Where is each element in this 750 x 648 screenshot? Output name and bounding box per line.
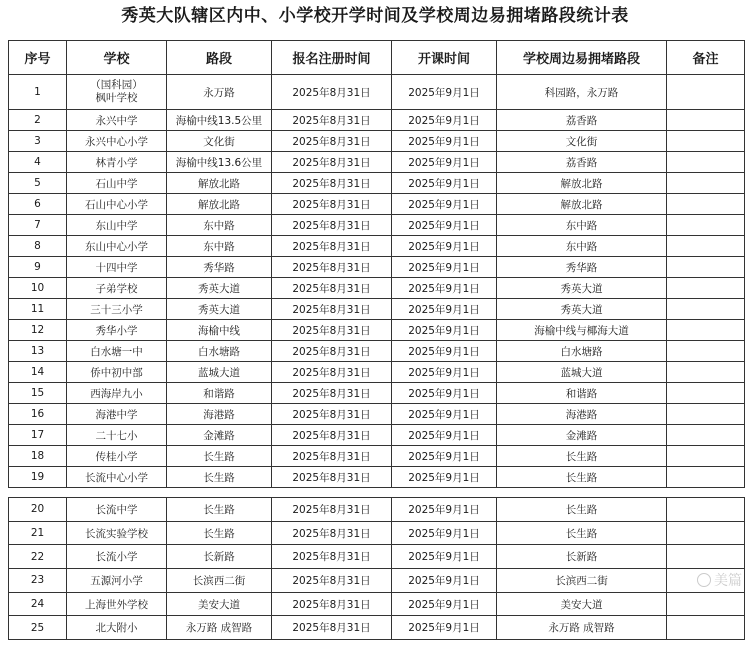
- table-row: [9, 521, 745, 545]
- row-register-date: 2025年8月31日: [272, 299, 392, 320]
- row-note: [667, 425, 745, 446]
- row-congestion: 美安大道: [497, 592, 667, 616]
- row-road: 东中路: [167, 236, 272, 257]
- row-congestion: 荔香路: [497, 110, 667, 131]
- row-road: 东中路: [167, 215, 272, 236]
- row-register-date: 2025年8月31日: [272, 521, 392, 545]
- table-row: [9, 75, 745, 110]
- row-note: [667, 75, 745, 110]
- row-start-date: 2025年9月1日: [392, 362, 497, 383]
- row-start-date: 2025年9月1日: [392, 446, 497, 467]
- row-school: 石山中学: [67, 173, 167, 194]
- row-start-date: 2025年9月1日: [392, 383, 497, 404]
- row-index: 25: [9, 616, 67, 640]
- row-note: [667, 299, 745, 320]
- row-school: 长流实验学校: [67, 521, 167, 545]
- row-school: 上海世外学校: [67, 592, 167, 616]
- row-congestion: 白水塘路: [497, 341, 667, 362]
- row-congestion: 长新路: [497, 545, 667, 569]
- header-start-date: 开课时间: [392, 41, 497, 75]
- row-index: 20: [9, 498, 67, 522]
- row-congestion: 海榆中线与椰海大道: [497, 320, 667, 341]
- row-congestion: 和谐路: [497, 383, 667, 404]
- row-index: 10: [9, 278, 67, 299]
- table-row: [9, 467, 745, 488]
- row-note: [667, 278, 745, 299]
- table-row: [9, 425, 745, 446]
- row-start-date: 2025年9月1日: [392, 215, 497, 236]
- row-congestion: 解放北路: [497, 173, 667, 194]
- row-note: [667, 152, 745, 173]
- table-row: [9, 110, 745, 131]
- row-road: 和谐路: [167, 383, 272, 404]
- table-row: [9, 446, 745, 467]
- row-index: 23: [9, 569, 67, 593]
- row-congestion: 长生路: [497, 521, 667, 545]
- row-road: 白水塘路: [167, 341, 272, 362]
- row-register-date: 2025年8月31日: [272, 362, 392, 383]
- row-start-date: 2025年9月1日: [392, 404, 497, 425]
- row-note: [667, 320, 745, 341]
- row-index: 15: [9, 383, 67, 404]
- row-road: 蓝城大道: [167, 362, 272, 383]
- row-road: 长生路: [167, 521, 272, 545]
- row-register-date: 2025年8月31日: [272, 467, 392, 488]
- row-school: 林青小学: [67, 152, 167, 173]
- table-row: [9, 545, 745, 569]
- row-congestion: 长生路: [497, 498, 667, 522]
- row-start-date: 2025年9月1日: [392, 173, 497, 194]
- row-school: 五源河小学: [67, 569, 167, 593]
- row-school-line1: （国科园）: [90, 79, 143, 91]
- row-start-date: 2025年9月1日: [392, 257, 497, 278]
- row-register-date: 2025年8月31日: [272, 545, 392, 569]
- table-row: [9, 257, 745, 278]
- row-note: [667, 467, 745, 488]
- row-school: 子弟学校: [67, 278, 167, 299]
- row-start-date: 2025年9月1日: [392, 521, 497, 545]
- row-road: 解放北路: [167, 173, 272, 194]
- table-row: [9, 320, 745, 341]
- row-road: 美安大道: [167, 592, 272, 616]
- row-road: 长生路: [167, 467, 272, 488]
- row-road: 海榆中线: [167, 320, 272, 341]
- row-register-date: 2025年8月31日: [272, 383, 392, 404]
- header-road: 路段: [167, 41, 272, 75]
- table-row: [9, 173, 745, 194]
- header-school: 学校: [67, 41, 167, 75]
- row-index: 16: [9, 404, 67, 425]
- row-congestion: 文化街: [497, 131, 667, 152]
- row-register-date: 2025年8月31日: [272, 592, 392, 616]
- table-row: [9, 569, 745, 593]
- row-register-date: 2025年8月31日: [272, 152, 392, 173]
- table-row: [9, 498, 745, 522]
- row-note: [667, 521, 745, 545]
- header-congestion: 学校周边易拥堵路段: [497, 41, 667, 75]
- row-start-date: 2025年9月1日: [392, 299, 497, 320]
- row-congestion: 海港路: [497, 404, 667, 425]
- table-row: [9, 592, 745, 616]
- row-start-date: 2025年9月1日: [392, 341, 497, 362]
- row-start-date: 2025年9月1日: [392, 75, 497, 110]
- row-index: 5: [9, 173, 67, 194]
- row-index: 4: [9, 152, 67, 173]
- table-row: [9, 194, 745, 215]
- row-note: [667, 545, 745, 569]
- row-start-date: 2025年9月1日: [392, 236, 497, 257]
- row-congestion: 长生路: [497, 446, 667, 467]
- row-congestion: 秀英大道: [497, 299, 667, 320]
- row-register-date: 2025年8月31日: [272, 173, 392, 194]
- row-index: 1: [9, 75, 67, 110]
- row-note: [667, 383, 745, 404]
- table-row: [9, 362, 745, 383]
- row-congestion: 科园路，永万路: [497, 75, 667, 110]
- row-road: 长生路: [167, 498, 272, 522]
- header-index: 序号: [9, 41, 67, 75]
- row-index: 24: [9, 592, 67, 616]
- row-start-date: 2025年9月1日: [392, 545, 497, 569]
- row-note: [667, 592, 745, 616]
- row-start-date: 2025年9月1日: [392, 152, 497, 173]
- row-road: 海榆中线13.6公里: [167, 152, 272, 173]
- row-note: [667, 362, 745, 383]
- row-school: 传桂小学: [67, 446, 167, 467]
- schedule-table-top: [8, 40, 745, 488]
- row-school: 三十三小学: [67, 299, 167, 320]
- row-index: 14: [9, 362, 67, 383]
- row-road: 永万路 成智路: [167, 616, 272, 640]
- table-row: [9, 299, 745, 320]
- row-register-date: 2025年8月31日: [272, 194, 392, 215]
- row-school-line2: 枫叶学校: [95, 92, 138, 104]
- row-school: 西海岸九小: [67, 383, 167, 404]
- row-road: 长生路: [167, 446, 272, 467]
- row-register-date: 2025年8月31日: [272, 341, 392, 362]
- table-row: [9, 341, 745, 362]
- row-road: 秀华路: [167, 257, 272, 278]
- header-note: 备注: [667, 41, 745, 75]
- row-school: 侨中初中部: [67, 362, 167, 383]
- row-index: 22: [9, 545, 67, 569]
- row-index: 19: [9, 467, 67, 488]
- table-row: [9, 152, 745, 173]
- row-start-date: 2025年9月1日: [392, 194, 497, 215]
- row-start-date: 2025年9月1日: [392, 616, 497, 640]
- row-index: 9: [9, 257, 67, 278]
- row-register-date: 2025年8月31日: [272, 446, 392, 467]
- row-congestion: 长滨西二街: [497, 569, 667, 593]
- row-index: 13: [9, 341, 67, 362]
- row-road: 海榆中线13.5公里: [167, 110, 272, 131]
- row-school: 白水塘一中: [67, 341, 167, 362]
- row-school: 二十七小: [67, 425, 167, 446]
- table-row: [9, 215, 745, 236]
- row-road: 秀英大道: [167, 278, 272, 299]
- row-register-date: 2025年8月31日: [272, 616, 392, 640]
- table-row: [9, 616, 745, 640]
- row-school: 东山中学: [67, 215, 167, 236]
- row-road: 长新路: [167, 545, 272, 569]
- row-register-date: 2025年8月31日: [272, 110, 392, 131]
- page-title: 秀英大队辖区内中、小学校开学时间及学校周边易拥堵路段统计表: [121, 6, 629, 26]
- row-start-date: 2025年9月1日: [392, 498, 497, 522]
- row-index: 7: [9, 215, 67, 236]
- table-row: [9, 404, 745, 425]
- row-register-date: 2025年8月31日: [272, 278, 392, 299]
- row-congestion: 东中路: [497, 215, 667, 236]
- row-start-date: 2025年9月1日: [392, 320, 497, 341]
- row-congestion: 解放北路: [497, 194, 667, 215]
- row-school: 永兴中心小学: [67, 131, 167, 152]
- row-note: [667, 616, 745, 640]
- row-congestion: 秀华路: [497, 257, 667, 278]
- row-start-date: 2025年9月1日: [392, 467, 497, 488]
- row-register-date: 2025年8月31日: [272, 498, 392, 522]
- row-start-date: 2025年9月1日: [392, 425, 497, 446]
- row-school: 东山中心小学: [67, 236, 167, 257]
- header-register-date: 报名注册时间: [272, 41, 392, 75]
- row-congestion: 长生路: [497, 467, 667, 488]
- row-school: 长流中学: [67, 498, 167, 522]
- row-index: 21: [9, 521, 67, 545]
- row-note: [667, 194, 745, 215]
- row-school: 石山中心小学: [67, 194, 167, 215]
- row-note: [667, 341, 745, 362]
- row-road: 秀英大道: [167, 299, 272, 320]
- row-road: 永万路: [167, 75, 272, 110]
- row-register-date: 2025年8月31日: [272, 425, 392, 446]
- row-index: 6: [9, 194, 67, 215]
- row-school: 永兴中学: [67, 110, 167, 131]
- row-school: 秀华小学: [67, 320, 167, 341]
- row-note: [667, 131, 745, 152]
- table-row: [9, 278, 745, 299]
- table-row: [9, 383, 745, 404]
- table-row: [9, 236, 745, 257]
- row-note: [667, 498, 745, 522]
- row-congestion: 金滩路: [497, 425, 667, 446]
- row-register-date: 2025年8月31日: [272, 320, 392, 341]
- row-register-date: 2025年8月31日: [272, 75, 392, 110]
- row-index: 8: [9, 236, 67, 257]
- row-congestion: 蓝城大道: [497, 362, 667, 383]
- row-index: 11: [9, 299, 67, 320]
- row-register-date: 2025年8月31日: [272, 215, 392, 236]
- table-row: [9, 131, 745, 152]
- row-start-date: 2025年9月1日: [392, 592, 497, 616]
- row-road: 文化街: [167, 131, 272, 152]
- row-start-date: 2025年9月1日: [392, 131, 497, 152]
- row-note: [667, 236, 745, 257]
- row-index: 12: [9, 320, 67, 341]
- row-index: 18: [9, 446, 67, 467]
- row-register-date: 2025年8月31日: [272, 257, 392, 278]
- row-school: 长流小学: [67, 545, 167, 569]
- row-school: 十四中学: [67, 257, 167, 278]
- row-school: 长流中心小学: [67, 467, 167, 488]
- row-school: [67, 75, 167, 110]
- row-register-date: 2025年8月31日: [272, 404, 392, 425]
- row-start-date: 2025年9月1日: [392, 278, 497, 299]
- row-index: 17: [9, 425, 67, 446]
- row-note: [667, 404, 745, 425]
- row-school: 北大附小: [67, 616, 167, 640]
- row-note: [667, 446, 745, 467]
- row-road: 解放北路: [167, 194, 272, 215]
- row-index: 3: [9, 131, 67, 152]
- row-register-date: 2025年8月31日: [272, 131, 392, 152]
- row-congestion: 荔香路: [497, 152, 667, 173]
- row-register-date: 2025年8月31日: [272, 236, 392, 257]
- header-row: [9, 41, 745, 75]
- row-start-date: 2025年9月1日: [392, 569, 497, 593]
- row-note: [667, 257, 745, 278]
- row-road: 金滩路: [167, 425, 272, 446]
- row-note: [667, 110, 745, 131]
- row-note: [667, 215, 745, 236]
- schedule-table-bottom: [8, 497, 745, 640]
- row-road: 海港路: [167, 404, 272, 425]
- row-congestion: 永万路 成智路: [497, 616, 667, 640]
- row-congestion: 东中路: [497, 236, 667, 257]
- watermark-text: 美篇: [714, 573, 742, 589]
- row-road: 长滨西二街: [167, 569, 272, 593]
- row-register-date: 2025年8月31日: [272, 569, 392, 593]
- row-start-date: 2025年9月1日: [392, 110, 497, 131]
- row-index: 2: [9, 110, 67, 131]
- row-school: 海港中学: [67, 404, 167, 425]
- row-note: [667, 173, 745, 194]
- row-congestion: 秀英大道: [497, 278, 667, 299]
- row-note: [667, 569, 745, 593]
